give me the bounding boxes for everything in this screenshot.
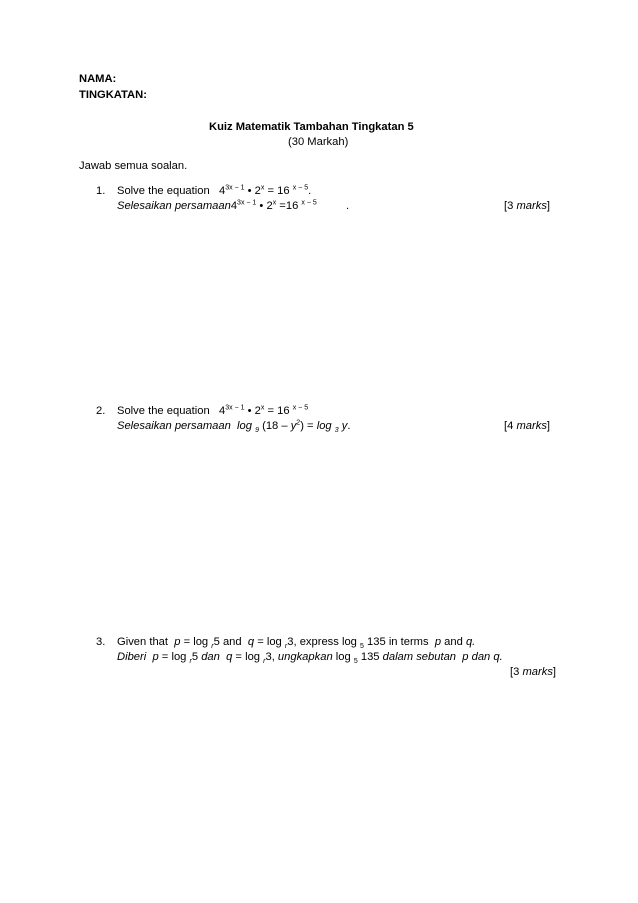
- q1-equals: =: [267, 185, 275, 197]
- q3-ms-q: q: [226, 651, 233, 663]
- instruction: Jawab semua soalan.: [79, 160, 188, 172]
- q1-exp-c: x − 5: [292, 184, 309, 192]
- question-number-3: 3.: [96, 636, 106, 648]
- q2-y: y: [290, 420, 297, 432]
- q3-q: q: [247, 636, 255, 648]
- q3-log-1: log: [193, 636, 209, 648]
- nama-label: NAMA:: [79, 73, 117, 85]
- q3-ms-dan-2: dan: [471, 651, 491, 663]
- q2-log-1-base: 9: [255, 427, 259, 435]
- q2-y2: y: [341, 420, 348, 432]
- page-title: Kuiz Matematik Tambahan Tingkatan 5: [209, 121, 414, 133]
- q1-marks-close: ]: [546, 200, 551, 212]
- question-1-marks: [504, 200, 550, 212]
- q2-log-2-base: 3: [334, 427, 339, 435]
- q1-ms-period: .: [346, 200, 350, 212]
- q3-ms-r-1: r: [189, 658, 192, 666]
- question-number-2: 2.: [96, 405, 106, 417]
- q2-arg-open: (18 –: [262, 420, 288, 432]
- total-marks: (30 Markah): [288, 136, 349, 148]
- question-1-malay: [117, 200, 317, 212]
- q2-term-b: 2: [254, 405, 261, 417]
- q1-ms-equals: =: [279, 200, 286, 212]
- q1-ms-term-b: 2: [266, 200, 273, 212]
- q3-p: p: [174, 636, 181, 648]
- q3-ms-five: 5: [191, 651, 199, 663]
- question-2-english: [117, 405, 308, 417]
- tingkatan-label: TINGKATAN:: [79, 89, 147, 101]
- q2-prefix: Solve the equation: [117, 405, 210, 417]
- question-2-marks: [504, 420, 550, 432]
- q2-equals: =: [267, 405, 275, 417]
- q1-period: .: [308, 185, 312, 197]
- q3-ms-q-end: q.: [493, 651, 503, 663]
- q2-y-exp: 2: [296, 419, 301, 427]
- q3-ms-dan: dan: [201, 651, 220, 663]
- q1-dot: •: [247, 185, 252, 197]
- q3-r-2: r: [284, 643, 288, 651]
- q2-exp-c: x − 5: [292, 404, 309, 412]
- q2-exp-b: x: [260, 404, 265, 412]
- q2-term-c: 16: [277, 405, 290, 417]
- q3-marks-close: ]: [552, 666, 557, 678]
- q1-ms-dot: •: [259, 200, 264, 212]
- q3-eq-1: =: [183, 636, 191, 648]
- q1-ms-exp-a: 3x − 1: [237, 199, 257, 207]
- q1-ms-exp-b: x: [272, 199, 277, 207]
- q2-marks-num: [4: [504, 420, 514, 432]
- q3-135: 135: [367, 636, 386, 648]
- q2-term-a: 4: [219, 405, 226, 417]
- q3-five: 5: [213, 636, 220, 648]
- q3-and-2: and: [444, 636, 463, 648]
- q2-period: .: [347, 420, 351, 432]
- q3-r-1: r: [211, 643, 214, 651]
- question-3-malay: [117, 651, 503, 666]
- question-1-english: [117, 185, 311, 197]
- question-3-marks: [510, 666, 556, 678]
- q1-exp-b: x: [260, 184, 265, 192]
- q3-marks-num: [3: [510, 666, 520, 678]
- q1-marks-word: marks: [516, 200, 547, 212]
- q1-ms-term-c: 16: [285, 200, 299, 212]
- q3-diberi: Diberi: [117, 651, 147, 663]
- q1-ms-prefix: Selesaikan persamaan: [117, 200, 231, 212]
- q1-ms-exp-c: x − 5: [301, 199, 317, 207]
- q2-log-2: log: [316, 420, 332, 432]
- q1-term-c: 16: [277, 185, 290, 197]
- q3-q-end: q.: [465, 636, 476, 648]
- question-number-1: 1.: [96, 185, 106, 197]
- q3-given: Given that: [117, 636, 168, 648]
- question-2-malay: [117, 419, 351, 435]
- q3-ms-135: 135: [360, 651, 380, 663]
- q1-ms-term-a: 4: [230, 200, 238, 212]
- q2-exp-a: 3x − 1: [225, 404, 245, 412]
- q3-ms-base5: 5: [353, 658, 358, 666]
- q3-eq-2: =: [257, 636, 264, 648]
- q2-ms-prefix: Selesaikan persamaan: [117, 420, 231, 432]
- q1-exp-a: 3x − 1: [225, 184, 245, 192]
- q3-express: express log: [299, 636, 357, 648]
- q3-ms-ungkapkan: ungkapkan: [277, 651, 333, 663]
- q3-log-2: log: [266, 636, 282, 648]
- q2-marks-close: ]: [546, 420, 551, 432]
- q3-and: and: [222, 636, 242, 648]
- q3-ms-p-2: p: [462, 651, 469, 663]
- q1-term-a: 4: [219, 185, 226, 197]
- q3-marks-word: marks: [522, 666, 553, 678]
- q1-term-b: 2: [254, 185, 261, 197]
- q1-marks-num: [3: [504, 200, 514, 212]
- q3-three: 3,: [287, 636, 297, 648]
- q3-ms-eq-1: =: [161, 651, 169, 663]
- q3-ms-log-2: log: [245, 651, 261, 663]
- q3-ms-log-1: log: [171, 651, 187, 663]
- q2-dot: •: [247, 405, 252, 417]
- q3-ms-r-2: r: [263, 658, 266, 666]
- q3-ms-three: 3,: [265, 651, 275, 663]
- q2-log-1: log: [237, 420, 252, 432]
- q3-ms-p: p: [152, 651, 159, 663]
- q2-arg-close: ): [300, 420, 304, 432]
- q3-base5: 5: [360, 643, 364, 651]
- q2-marks-word: marks: [516, 420, 547, 432]
- q3-ms-log-3: log: [335, 651, 351, 663]
- question-3-english: [117, 636, 476, 651]
- q3-ms-eq-2: =: [235, 651, 242, 663]
- q3-p-2: p: [434, 636, 442, 648]
- q2-equals-ms: =: [307, 420, 314, 432]
- q3-in-terms: in terms: [388, 636, 429, 648]
- q1-prefix: Solve the equation: [117, 185, 210, 197]
- q3-ms-dalam: dalam sebutan: [382, 651, 457, 663]
